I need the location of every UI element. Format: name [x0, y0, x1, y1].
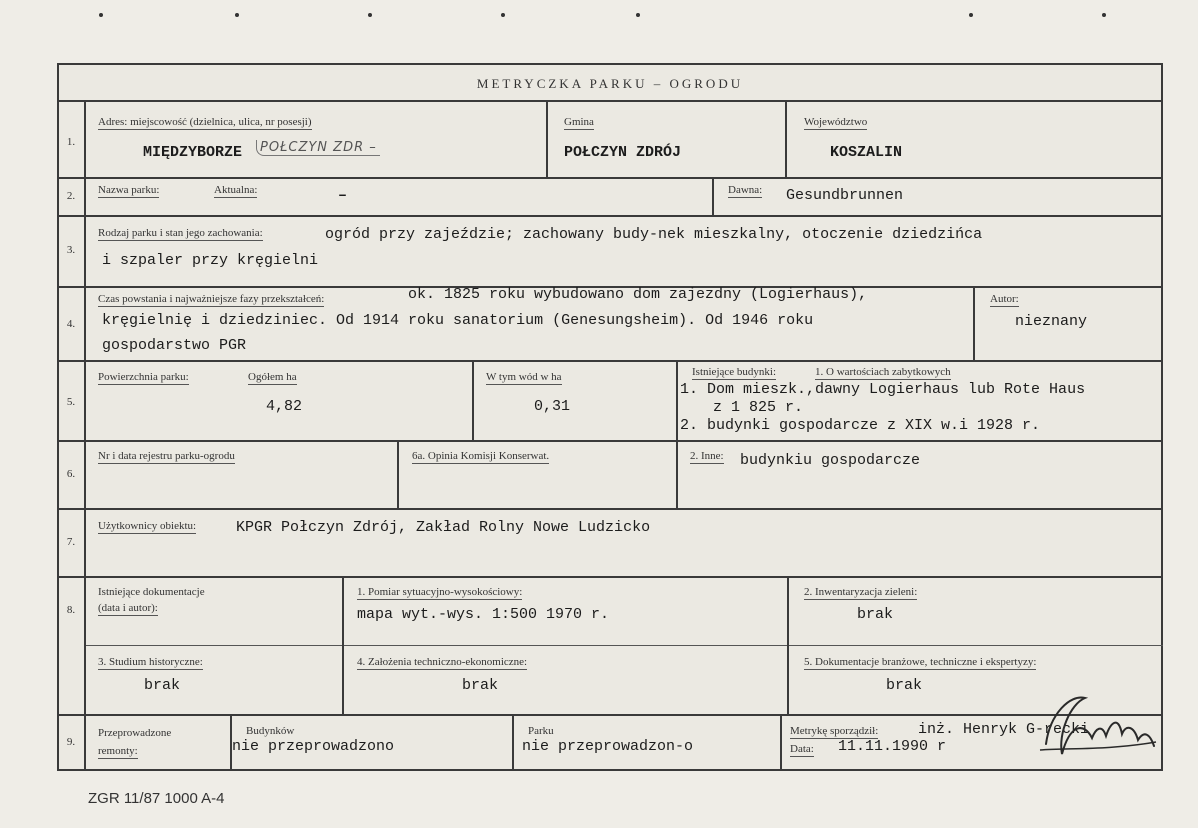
punch-dot — [969, 13, 973, 17]
park-type-line1: ogród przy zajeździe; zachowany budy-nek mieszkalny, otoczenie dziedzińca — [325, 226, 983, 243]
water-area-value: 0,31 — [534, 398, 571, 415]
row-number: 8. — [66, 604, 76, 616]
punch-dot — [99, 13, 103, 17]
row-divider — [57, 714, 1163, 716]
row-number: 3. — [66, 244, 76, 256]
row-divider — [57, 177, 1163, 179]
existing-buildings-label: Istniejące budynki: — [692, 366, 777, 378]
row-number: 7. — [66, 536, 76, 548]
address-value: MIĘDZYBORZE — [143, 144, 243, 161]
row-number: 6. — [66, 468, 76, 480]
prepared-by-label: Metrykę sporządził: — [790, 725, 879, 737]
row-divider — [57, 360, 1163, 362]
industry-docs-label: 5. Dokumentacje branżowe, techniczne i ekspertyzy: — [804, 656, 1037, 668]
voivodeship-value: KOSZALIN — [830, 144, 903, 161]
row-number: 4. — [66, 318, 76, 330]
col-divider — [546, 100, 548, 177]
users-label: Użytkownicy obiektu: — [98, 520, 197, 532]
industry-docs-value: brak — [886, 677, 923, 694]
col-divider — [676, 440, 678, 508]
row-divider — [57, 100, 1163, 102]
author-value: nieznany — [1015, 313, 1088, 330]
col-divider — [787, 576, 789, 714]
building-1: 1. Dom mieszk.,dawny Logierhaus lub Rote Haus — [680, 381, 1086, 398]
punch-dot — [235, 13, 239, 17]
row-divider — [57, 508, 1163, 510]
tech-assumptions-label: 4. Założenia techniczno-ekonomiczne: — [357, 656, 528, 668]
history-phases-label: Czas powstania i najważniejsze fazy przekształceń: — [98, 293, 325, 305]
building-2: 2. budynki gospodarcze z XIX w.i 1928 r. — [680, 417, 1041, 434]
punch-dot — [368, 13, 372, 17]
tech-assumptions-value: brak — [462, 677, 499, 694]
address-label: Adres: miejscowość (dzielnica, ulica, nr posesji) — [98, 116, 312, 128]
buildings-renov-label: Budynków — [246, 725, 295, 737]
docs-label-1: Istniejące dokumentacje — [98, 586, 205, 598]
former-name-value: Gesundbrunnen — [786, 187, 904, 204]
gmina-label: Gmina — [564, 116, 594, 128]
former-name-label: Dawna: — [728, 184, 763, 196]
other-buildings-value: budynkiu gospodarcze — [740, 452, 921, 469]
buildings-renov-value: nie przeprowadzono — [232, 738, 395, 755]
history-study-value: brak — [144, 677, 181, 694]
other-buildings-label: 2. Inne: — [690, 450, 724, 462]
col-divider — [712, 177, 714, 215]
survey-value: mapa wyt.-wys. 1:500 1970 r. — [357, 606, 610, 623]
survey-label: 1. Pomiar sytuacyjno-wysokościowy: — [357, 586, 523, 598]
row-number: 9. — [66, 736, 76, 748]
park-type-line2: i szpaler przy kręgielni — [102, 252, 319, 269]
col-divider — [973, 286, 975, 360]
row-divider — [57, 440, 1163, 442]
row-number: 5. — [66, 396, 76, 408]
form-code: ZGR 11/87 1000 A-4 — [88, 790, 225, 807]
voivodeship-label: Województwo — [804, 116, 868, 128]
area-label: Powierzchnia parku: — [98, 371, 189, 383]
author-label: Autor: — [990, 293, 1019, 305]
building-1-date: z 1 825 r. — [713, 399, 804, 416]
col-divider — [676, 360, 678, 440]
total-area-value: 4,82 — [266, 398, 303, 415]
current-name-value: – — [338, 187, 348, 204]
history-line2: kręgielnię i dziedziniec. Od 1914 roku sanatorium (Genesungsheim). Od 1946 roku — [102, 312, 814, 329]
punch-dot — [501, 13, 505, 17]
date-value: 11.11.1990 r — [838, 738, 947, 755]
current-name-label: Aktualna: — [214, 184, 258, 196]
docs-label-2: (data i autor): — [98, 602, 158, 614]
row-number: 2. — [66, 190, 76, 202]
monument-buildings-label: 1. O wartościach zabytkowych — [815, 366, 951, 378]
row-divider — [57, 215, 1163, 217]
park-renov-label: Parku — [528, 725, 554, 737]
total-area-label: Ogółem ha — [248, 371, 297, 383]
punch-dot — [1102, 13, 1106, 17]
row-divider — [57, 576, 1163, 578]
history-study-label: 3. Studium historyczne: — [98, 656, 203, 668]
inventory-label: 2. Inwentaryzacja zieleni: — [804, 586, 918, 598]
history-line1: ok. 1825 roku wybudowano dom zajezdny (Logierhaus), — [408, 286, 868, 303]
park-type-label: Rodzaj parku i stan jego zachowania: — [98, 227, 263, 239]
col-divider — [785, 100, 787, 177]
gmina-value: POŁCZYN ZDRÓJ — [564, 144, 682, 161]
address-handwritten: POŁCZYN ZDR – — [256, 140, 380, 156]
punch-dot — [636, 13, 640, 17]
register-label: Nr i data rejestru parku-ogrodu — [98, 450, 235, 462]
date-label: Data: — [790, 743, 814, 755]
users-value: KPGR Połczyn Zdrój, Zakład Rolny Nowe Ludzicko — [236, 519, 651, 536]
col-divider — [342, 576, 344, 714]
park-renov-value: nie przeprowadzon-o — [522, 738, 694, 755]
row-number: 1. — [66, 136, 76, 148]
col-divider — [397, 440, 399, 508]
inventory-value: brak — [857, 606, 894, 623]
opinion-label: 6a. Opinia Komisji Konserwat. — [412, 450, 550, 462]
col-divider — [780, 714, 782, 771]
history-line3: gospodarstwo PGR — [102, 337, 247, 354]
number-column-divider — [84, 100, 86, 771]
signature-image — [1010, 684, 1160, 764]
card-title: METRYCZKA PARKU – OGRODU — [476, 76, 744, 91]
renovations-label-1: Przeprowadzone — [98, 727, 172, 739]
col-divider — [472, 360, 474, 440]
renovations-label-2: remonty: — [98, 745, 138, 757]
water-area-label: W tym wód w ha — [486, 371, 562, 383]
col-divider — [512, 714, 514, 771]
park-name-label: Nazwa parku: — [98, 184, 160, 196]
prepared-by-value: inż. Henryk G-recki — [918, 721, 1090, 738]
row-divider — [84, 645, 1163, 646]
